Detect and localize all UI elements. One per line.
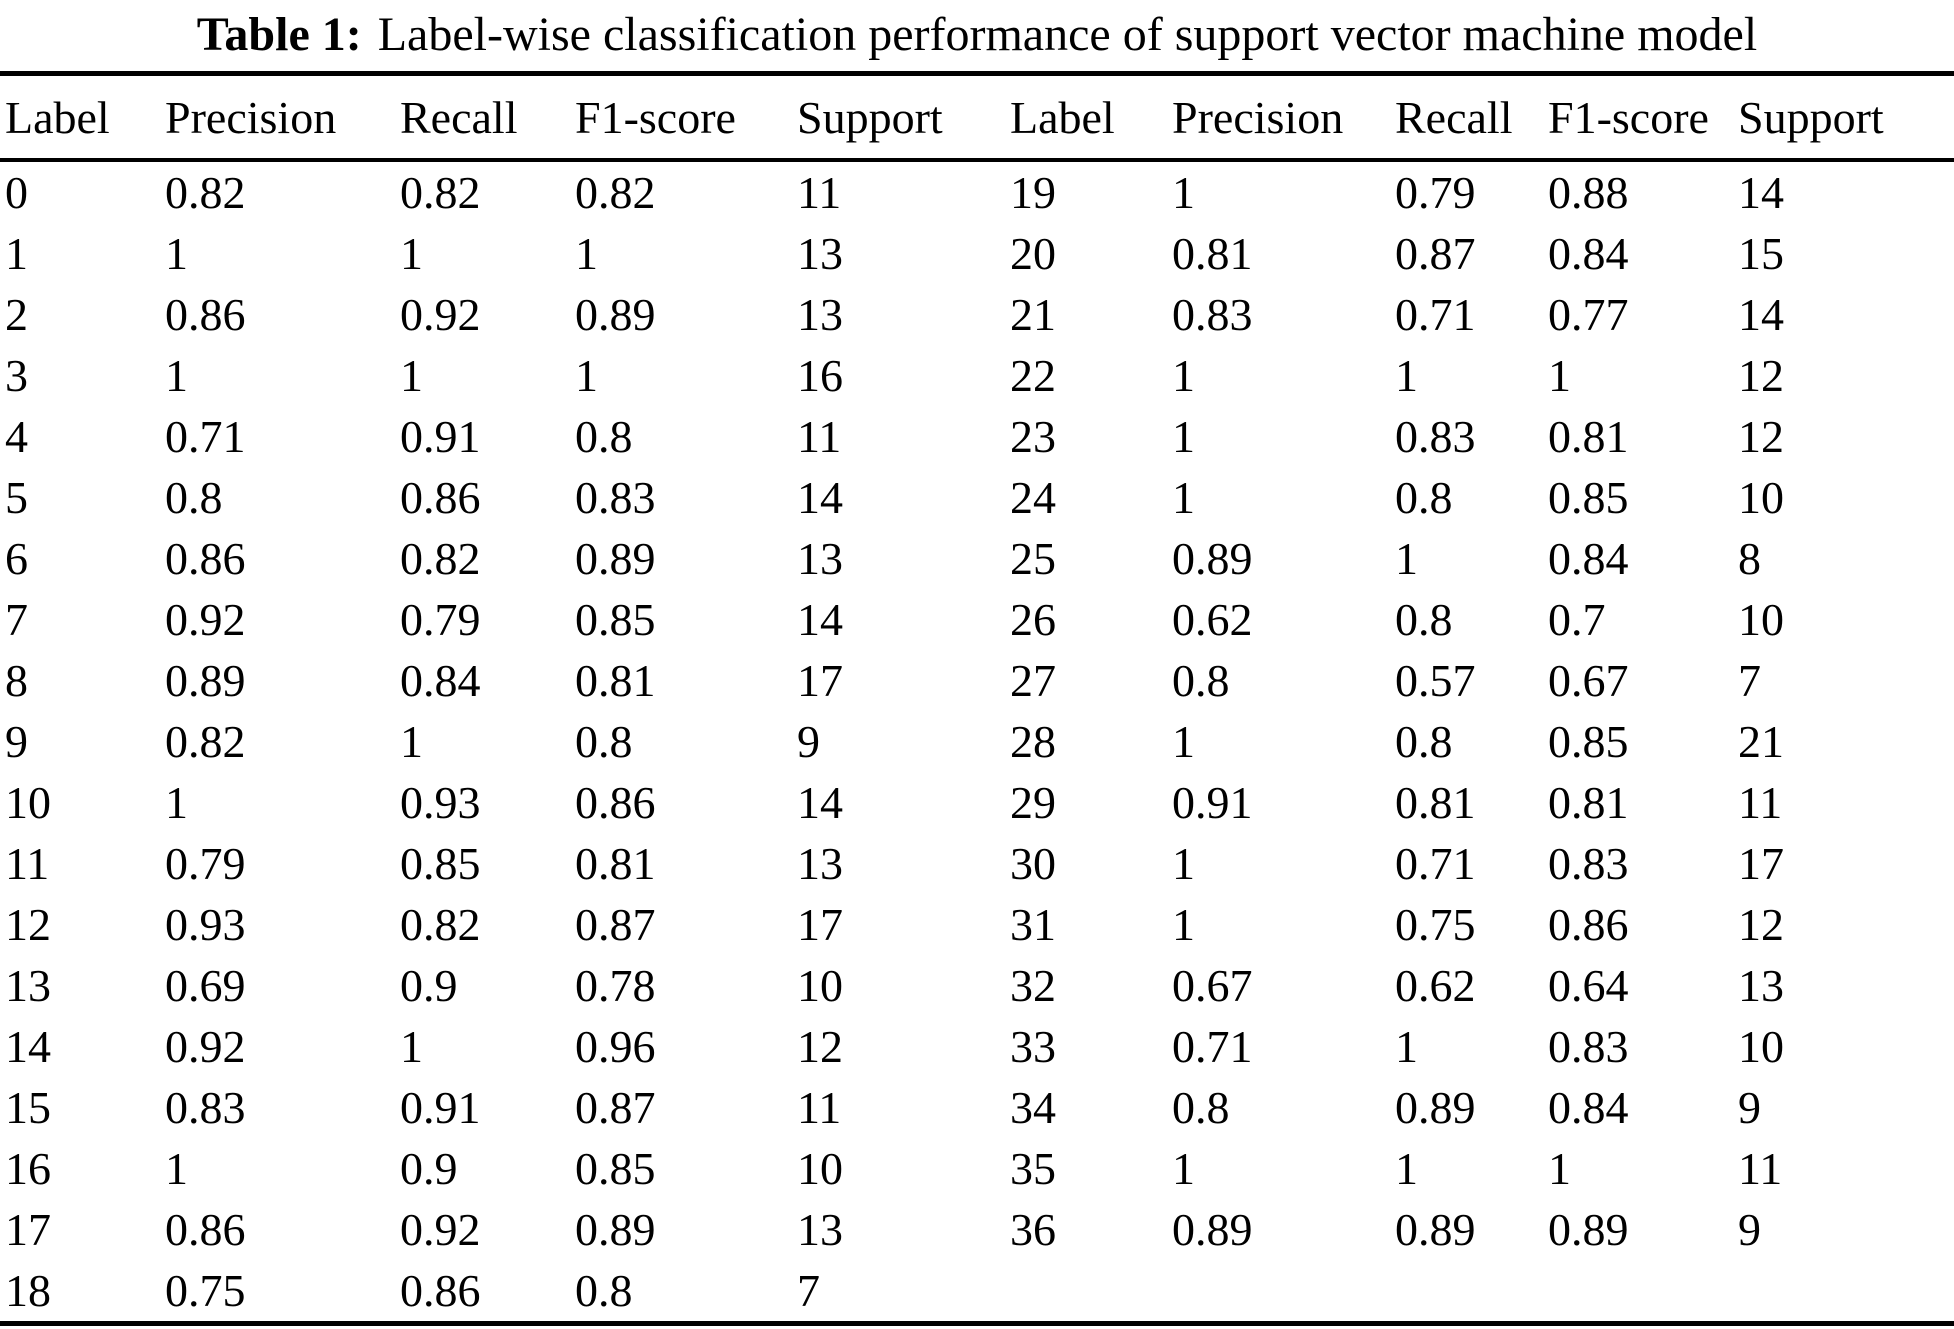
table-cell: 1 (1395, 350, 1418, 401)
table-cell: 17 (5, 1204, 51, 1255)
table-cell (1005, 1260, 1167, 1324)
table-cell: 1 (1172, 411, 1195, 462)
table-cell: 0.8 (1395, 716, 1453, 767)
table-cell: 1 (1395, 1143, 1418, 1194)
table-row (0, 1260, 1954, 1324)
table-cell: 7 (1738, 655, 1761, 706)
table-cell: 23 (1010, 411, 1056, 462)
table-cell: 19 (1010, 167, 1056, 218)
table-cell: 22 (1010, 350, 1056, 401)
table-cell: 1 (400, 1021, 423, 1072)
table-caption-text: Label-wise classification performance of support vector machine model (377, 8, 1758, 61)
table-cell: 0.93 (400, 777, 481, 828)
table-cell: 0.67 (1548, 655, 1629, 706)
table-cell: 0.93 (165, 899, 246, 950)
table-cell: 12 (1738, 411, 1784, 462)
table-row (0, 772, 1954, 833)
table-cell: 0.82 (400, 899, 481, 950)
table-cell: 13 (797, 533, 843, 584)
table-row (0, 284, 1954, 345)
table-cell (1390, 1260, 1543, 1324)
table-cell: 0.82 (575, 167, 656, 218)
table-cell: 0.81 (1172, 228, 1253, 279)
table-cell: 0.79 (400, 594, 481, 645)
table-cell: 1 (165, 228, 188, 279)
table-cell: 2 (5, 289, 28, 340)
table-cell: 1 (1172, 838, 1195, 889)
table-cell: 0.86 (1548, 899, 1629, 950)
table-cell: 17 (797, 899, 843, 950)
table-cell: 0.83 (1172, 289, 1253, 340)
table-cell: 1 (1172, 167, 1195, 218)
table-cell: 1 (400, 228, 423, 279)
table-cell: 0.89 (1172, 1204, 1253, 1255)
table-cell: 0.86 (165, 289, 246, 340)
table-cell: 0.81 (575, 838, 656, 889)
table-row (0, 467, 1954, 528)
table-row (0, 528, 1954, 589)
table-cell: 9 (797, 716, 820, 767)
table-cell: 1 (165, 350, 188, 401)
table-cell (1167, 1260, 1390, 1324)
table-cell: 1 (400, 350, 423, 401)
table-cell: 10 (1738, 472, 1784, 523)
table-cell: 13 (797, 1204, 843, 1255)
table-cell: 14 (797, 777, 843, 828)
table-cell: 11 (1738, 1143, 1783, 1194)
table-row (0, 955, 1954, 1016)
table-cell: 0.8 (575, 411, 633, 462)
table-row (0, 1016, 1954, 1077)
table-cell: 0.71 (1172, 1021, 1253, 1072)
table-cell: 0.9 (400, 960, 458, 1011)
table-cell: 0.87 (575, 899, 656, 950)
table-cell: 0.82 (400, 533, 481, 584)
table-cell: 1 (1172, 350, 1195, 401)
table-cell: 0.81 (1395, 777, 1476, 828)
table-cell: 17 (797, 655, 843, 706)
table-cell: 0.87 (1395, 228, 1476, 279)
table-cell: 1 (575, 350, 598, 401)
table-cell: 17 (1738, 838, 1784, 889)
table-cell: 1 (1172, 472, 1195, 523)
table-cell: 0.82 (400, 167, 481, 218)
table-cell: 10 (1738, 594, 1784, 645)
table-cell: 0.79 (165, 838, 246, 889)
table-row (0, 711, 1954, 772)
table-cell: 30 (1010, 838, 1056, 889)
table-row (0, 1138, 1954, 1199)
table-cell: 0.91 (1172, 777, 1253, 828)
table-cell: 1 (1395, 1021, 1418, 1072)
table-cell: 10 (1738, 1021, 1784, 1072)
table-cell: 8 (5, 655, 28, 706)
table-cell: 0.75 (1395, 899, 1476, 950)
table-header-row (0, 74, 1954, 161)
table-cell: 0.67 (1172, 960, 1253, 1011)
column-header: Precision (160, 74, 395, 161)
table-row (0, 589, 1954, 650)
table-cell: 1 (165, 1143, 188, 1194)
column-header: F1-score (1543, 74, 1733, 161)
table-cell: 0.89 (1395, 1082, 1476, 1133)
table-cell: 0.77 (1548, 289, 1629, 340)
table-cell: 28 (1010, 716, 1056, 767)
table-cell: 34 (1010, 1082, 1056, 1133)
table-cell: 1 (1548, 350, 1571, 401)
table-cell: 4 (5, 411, 28, 462)
table-cell: 0.78 (575, 960, 656, 1011)
table-cell: 11 (1738, 777, 1783, 828)
table-cell: 36 (1010, 1204, 1056, 1255)
table-cell: 0.8 (1172, 655, 1230, 706)
table-cell: 0.86 (575, 777, 656, 828)
table-cell: 12 (1738, 899, 1784, 950)
table-cell: 0.84 (400, 655, 481, 706)
table-cell: 15 (1738, 228, 1784, 279)
table-cell: 14 (1738, 167, 1784, 218)
table-cell: 0.84 (1548, 1082, 1629, 1133)
column-header: Label (1005, 74, 1167, 161)
table-row (0, 1077, 1954, 1138)
table-cell: 1 (165, 777, 188, 828)
table-cell: 1 (1172, 716, 1195, 767)
table-cell: 0.91 (400, 1082, 481, 1133)
table-cell: 0.85 (1548, 472, 1629, 523)
table-cell: 9 (1738, 1204, 1761, 1255)
table-cell: 0.92 (165, 1021, 246, 1072)
table-cell: 0.83 (165, 1082, 246, 1133)
column-header: Recall (1390, 74, 1543, 161)
table-cell: 1 (1395, 533, 1418, 584)
table-cell: 12 (1738, 350, 1784, 401)
table-cell: 14 (797, 472, 843, 523)
table-cell: 1 (1172, 1143, 1195, 1194)
table-cell: 11 (797, 411, 842, 462)
table-cell: 0.8 (1395, 594, 1453, 645)
table-cell: 0.8 (570, 1260, 792, 1324)
table-cell: 1 (400, 716, 423, 767)
table-cell: 0.71 (1395, 838, 1476, 889)
table-cell: 0.83 (1548, 1021, 1629, 1072)
table-cell: 16 (797, 350, 843, 401)
table-cell: 12 (5, 899, 51, 950)
table-cell: 0.82 (165, 167, 246, 218)
table-cell: 0.84 (1548, 533, 1629, 584)
table-cell: 10 (797, 1143, 843, 1194)
table-cell: 13 (797, 838, 843, 889)
table-cell: 0.81 (575, 655, 656, 706)
table-cell: 0.85 (575, 594, 656, 645)
table-cell: 18 (0, 1260, 160, 1324)
table-cell: 0.7 (1548, 594, 1606, 645)
table-cell: 12 (797, 1021, 843, 1072)
table-row (0, 406, 1954, 467)
table-cell: 0.57 (1395, 655, 1476, 706)
table-cell: 0.89 (1395, 1204, 1476, 1255)
table-cell: 10 (797, 960, 843, 1011)
table-cell: 0.85 (400, 838, 481, 889)
table-row (0, 160, 1954, 223)
column-header: Precision (1167, 74, 1390, 161)
table-cell: 1 (575, 228, 598, 279)
table-cell: 0.87 (575, 1082, 656, 1133)
table-cell: 5 (5, 472, 28, 523)
table-cell: 31 (1010, 899, 1056, 950)
table-cell: 21 (1738, 716, 1784, 767)
table-cell: 0.9 (400, 1143, 458, 1194)
table-cell: 0.86 (395, 1260, 570, 1324)
table-cell: 0.8 (575, 716, 633, 767)
table-cell: 0.69 (165, 960, 246, 1011)
table-cell: 11 (797, 1082, 842, 1133)
table-cell: 0.8 (1172, 1082, 1230, 1133)
table-cell: 0.88 (1548, 167, 1629, 218)
table-cell: 0.85 (575, 1143, 656, 1194)
table-cell: 9 (1738, 1082, 1761, 1133)
table-cell: 14 (797, 594, 843, 645)
table-cell: 0.83 (1548, 838, 1629, 889)
table-cell: 1 (1172, 899, 1195, 950)
table-cell: 0.81 (1548, 411, 1629, 462)
table-cell: 24 (1010, 472, 1056, 523)
table-cell: 10 (5, 777, 51, 828)
table-cell: 0.92 (400, 289, 481, 340)
table-cell: 13 (797, 289, 843, 340)
table-cell: 6 (5, 533, 28, 584)
table-cell: 20 (1010, 228, 1056, 279)
table-row (0, 1199, 1954, 1260)
table-cell: 14 (1738, 289, 1784, 340)
table-cell: 13 (5, 960, 51, 1011)
table-cell: 7 (792, 1260, 1005, 1324)
table-cell: 25 (1010, 533, 1056, 584)
column-header: Support (1733, 74, 1954, 161)
table-cell: 32 (1010, 960, 1056, 1011)
table-row (0, 833, 1954, 894)
table-cell: 11 (797, 167, 842, 218)
table-cell: 16 (5, 1143, 51, 1194)
results-table (0, 71, 1954, 1326)
table-cell: 15 (5, 1082, 51, 1133)
table-cell: 11 (5, 838, 50, 889)
column-header: Support (792, 74, 1005, 161)
table-cell: 0.71 (165, 411, 246, 462)
table-row (0, 345, 1954, 406)
table-cell: 0.89 (165, 655, 246, 706)
table-cell: 0.62 (1172, 594, 1253, 645)
table-caption (0, 6, 1954, 64)
table-cell: 13 (1738, 960, 1784, 1011)
table-cell: 0.79 (1395, 167, 1476, 218)
table-cell: 1 (5, 228, 28, 279)
table-row (0, 894, 1954, 955)
table-cell: 0.82 (165, 716, 246, 767)
table-cell: 0.85 (1548, 716, 1629, 767)
table-cell: 33 (1010, 1021, 1056, 1072)
table-cell: 0.91 (400, 411, 481, 462)
table-cell: 0.71 (1395, 289, 1476, 340)
column-header: Recall (395, 74, 570, 161)
table-caption-label: Table 1: (196, 8, 362, 61)
table-cell: 0.62 (1395, 960, 1476, 1011)
table-row (0, 223, 1954, 284)
table-cell: 0.86 (165, 533, 246, 584)
table-cell: 0 (5, 167, 28, 218)
table-cell: 0.8 (1395, 472, 1453, 523)
table-cell: 0.96 (575, 1021, 656, 1072)
table-cell: 0.83 (1395, 411, 1476, 462)
table-cell: 0.83 (575, 472, 656, 523)
table-cell: 0.75 (160, 1260, 395, 1324)
table-cell: 8 (1738, 533, 1761, 584)
table-cell: 0.92 (400, 1204, 481, 1255)
table-cell: 21 (1010, 289, 1056, 340)
table-cell: 0.8 (165, 472, 223, 523)
table-cell: 0.81 (1548, 777, 1629, 828)
table-header-row-tr (0, 74, 1954, 161)
table-cell: 0.86 (400, 472, 481, 523)
table-cell: 0.89 (1172, 533, 1253, 584)
table-body (0, 160, 1954, 1324)
table-cell: 0.86 (165, 1204, 246, 1255)
table-cell: 13 (797, 228, 843, 279)
table-cell: 35 (1010, 1143, 1056, 1194)
table-cell (1543, 1260, 1733, 1324)
table-cell: 26 (1010, 594, 1056, 645)
table-cell: 7 (5, 594, 28, 645)
table-row (0, 650, 1954, 711)
table-cell: 1 (1548, 1143, 1571, 1194)
table-cell: 14 (5, 1021, 51, 1072)
table-cell: 0.89 (575, 1204, 656, 1255)
table-cell: 0.89 (1548, 1204, 1629, 1255)
table-cell: 9 (5, 716, 28, 767)
table-cell: 3 (5, 350, 28, 401)
table-cell: 0.89 (575, 533, 656, 584)
table-cell (1733, 1260, 1954, 1324)
table-cell: 27 (1010, 655, 1056, 706)
column-header: Label (0, 74, 160, 161)
column-header: F1-score (570, 74, 792, 161)
table-cell: 0.84 (1548, 228, 1629, 279)
table-cell: 29 (1010, 777, 1056, 828)
table-cell: 0.89 (575, 289, 656, 340)
table-cell: 0.92 (165, 594, 246, 645)
table-cell: 0.64 (1548, 960, 1629, 1011)
